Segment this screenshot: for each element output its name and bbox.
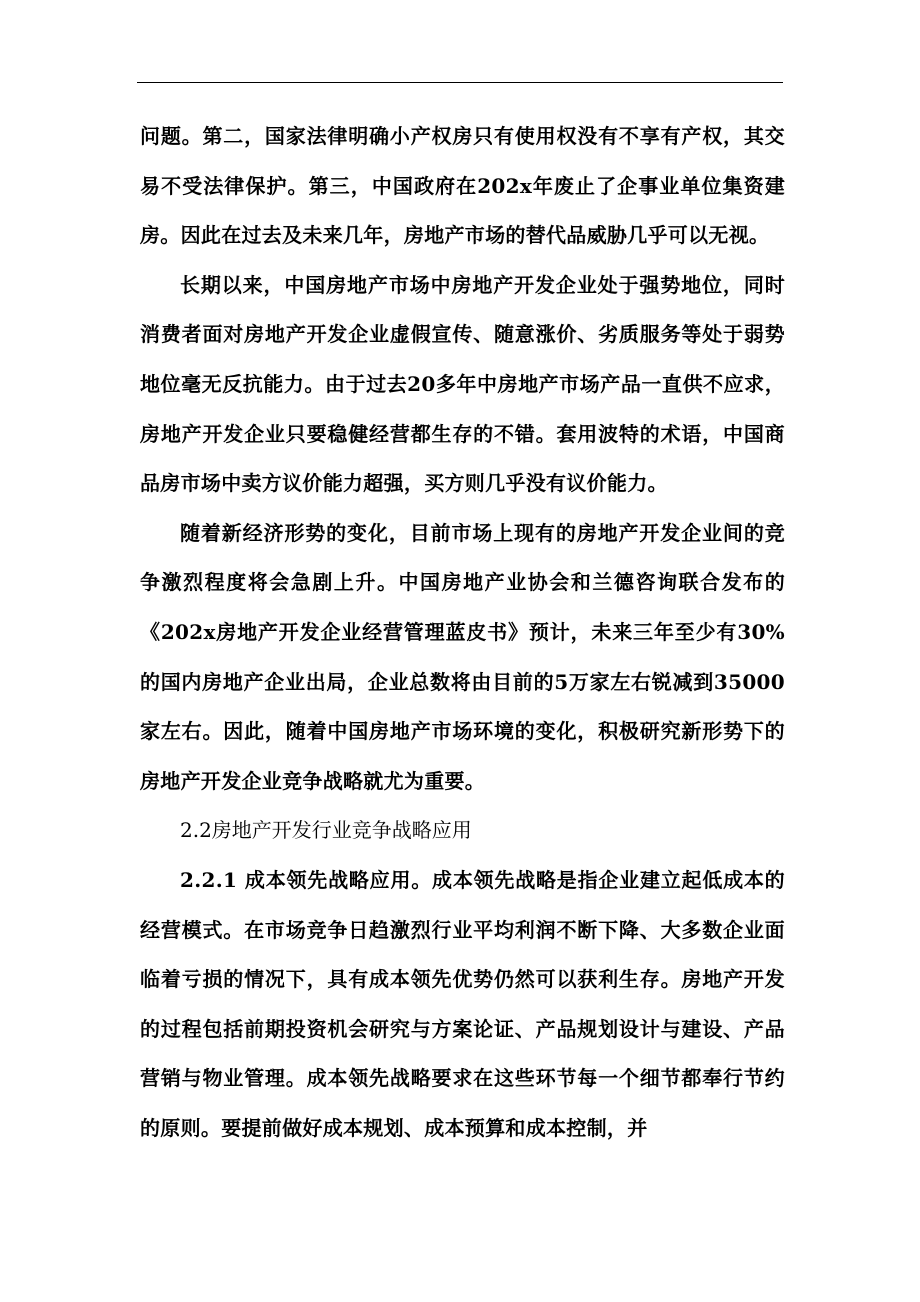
body-text	[140, 112, 785, 1153]
paragraph-substitutes: 问题。第二，国家法律明确小产权房只有使用权没有不享有产权，其交易不受法律保护。第三，中国政府在202x年废止了企事业单位集资建房。因此在过去及未来几年，房地产市场的替代品威胁几乎可以无视。	[140, 124, 785, 248]
paragraph-cost-leadership: 2.2.1 成本领先战略应用。成本领先战略是指企业建立起低成本的经营模式。在市场竞争日趋激烈行业平均利润不断下降、大多数企业面临着亏损的情况下，具有成本领先优势仍然可以获利生存。房地产开发的过程包括前期投资机会研究与方案论证、产品规划设计与建设、产品营销与物业管理。成本领先战略要求在这些环节每一个细节都奉行节约的原则。要提前做好成本规划、成本预算和成本控制，并	[140, 867, 785, 1140]
paragraph-bargaining-power: 长期以来，中国房地产市场中房地产开发企业处于强势地位，同时消费者面对房地产开发企业虚假宣传、随意涨价、劣质服务等处于弱势地位毫无反抗能力。由于过去20多年中房地产市场产品一直供不应求，房地产开发企业只要稳健经营都生存的不错。套用波特的术语，中国商品房市场中卖方议价能力超强，买方则几乎没有议价能力。	[140, 272, 785, 496]
paragraph-competition: 随着新经济形势的变化，目前市场上现有的房地产开发企业间的竞争激烈程度将会急剧上升。中国房地产业协会和兰德咨询联合发布的《202x房地产开发企业经营管理蓝皮书》预计，未来三年至少有30%的国内房地产企业出局，企业总数将由目前的5万家左右锐减到35000家左右。因此，随着中国房地产市场环境的变化，积极研究新形势下的房地产开发企业竞争战略就尤为重要。	[140, 520, 785, 793]
header-rule	[137, 82, 783, 83]
section-heading: 2.2房地产开发行业竞争战略应用	[180, 818, 472, 843]
